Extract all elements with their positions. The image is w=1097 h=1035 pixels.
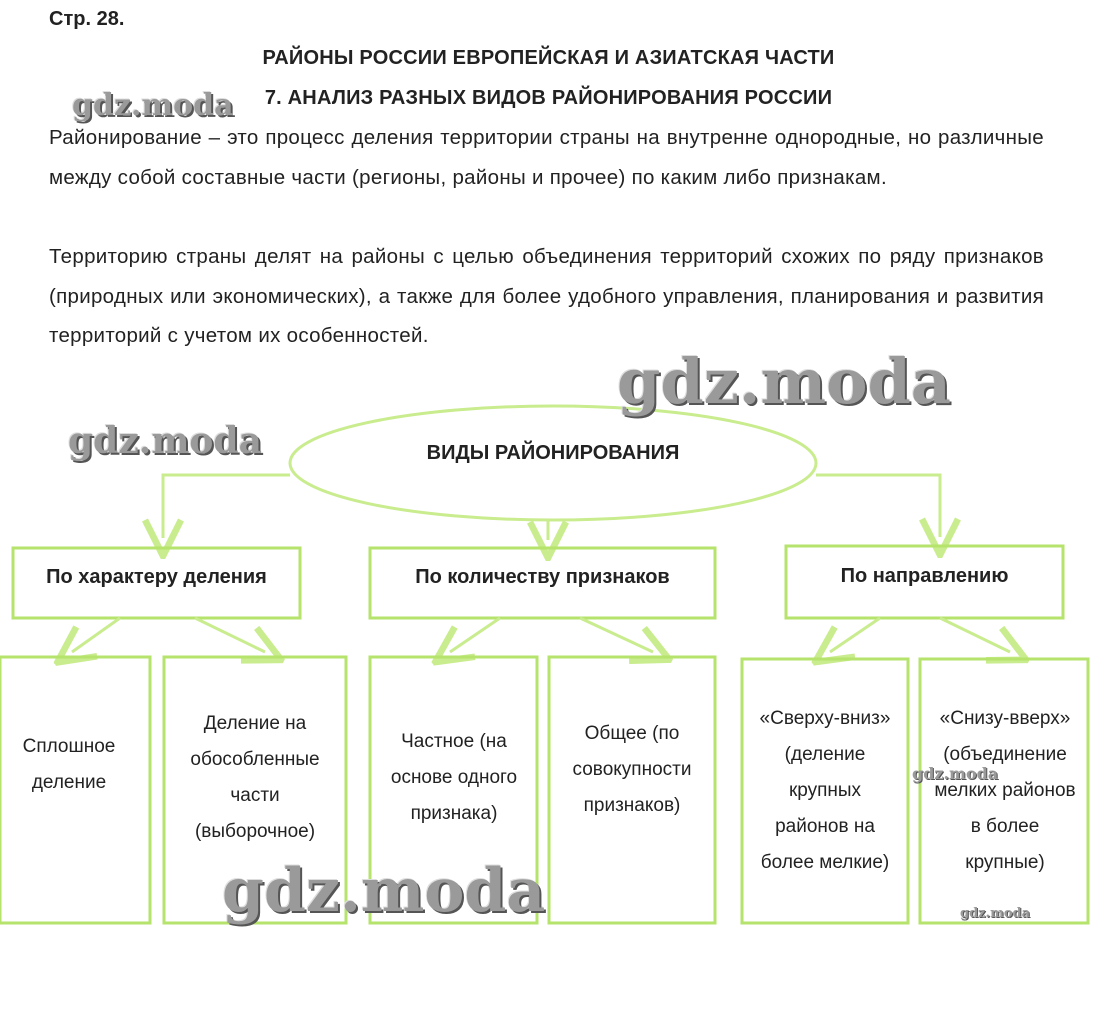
definition-paragraph: Районирование – это процесс деления территории страны на внутренне однородные, но различные между собой составные части (регионы, районы и прочее) по каким либо признакам.: [49, 126, 1044, 189]
page-number: Стр. 28.: [49, 8, 125, 30]
arrow-cat1-leaf1: [72, 618, 120, 652]
arrow-cat2-leaf1: [450, 618, 500, 652]
watermark-6: gdz.moda: [960, 906, 1031, 921]
watermark-5: gdz.moda: [912, 764, 999, 783]
watermark-1: gdz.moda: [72, 88, 234, 123]
watermark-4: gdz.moda: [222, 856, 546, 926]
leaf-text-2: Деление на обособленные части (выборочное): [190, 713, 320, 842]
arrow-root-right: [816, 475, 940, 537]
arrow-cat3-leaf1: [830, 618, 880, 652]
leaf-text-1: Сплошное деление: [22, 736, 116, 793]
watermark-3: gdz.moda: [68, 420, 262, 462]
category-label-2: По количеству признаков: [415, 566, 670, 588]
arrow-cat3-leaf2: [940, 618, 1010, 652]
leaf-text-6: «Снизу-вверх» (объединение мелких районов в более крупные): [934, 708, 1076, 873]
root-label: ВИДЫ РАЙОНИРОВАНИЯ: [426, 442, 680, 464]
arrow-root-left: [163, 475, 290, 538]
watermark-2: gdz.moda: [617, 345, 951, 418]
sub-heading: 7. АНАЛИЗ РАЗНЫХ ВИДОВ РАЙОНИРОВАНИЯ РОССИИ: [264, 87, 833, 109]
main-heading: РАЙОНЫ РОССИИ ЕВРОПЕЙСКАЯ И АЗИАТСКАЯ ЧАСТИ: [262, 47, 835, 69]
purpose-paragraph: Территорию страны делят на районы с целью объединения территорий схожих по ряду признаков (природных или экономических), а также для более удобного управления, планирования и развития территорий с учетом их особенностей.: [49, 245, 1044, 347]
leaf-text-5: «Сверху-вниз» (деление крупных районов на более мелкие): [759, 708, 891, 873]
arrow-cat1-leaf2: [195, 618, 265, 652]
leaf-text-3: Частное (на основе одного признака): [390, 731, 518, 824]
arrow-cat2-leaf2: [580, 618, 653, 652]
leaf-text-4: Общее (по совокупности признаков): [572, 723, 692, 816]
category-label-1: По характеру деления: [46, 566, 267, 588]
category-label-3: По направлению: [840, 565, 1009, 587]
